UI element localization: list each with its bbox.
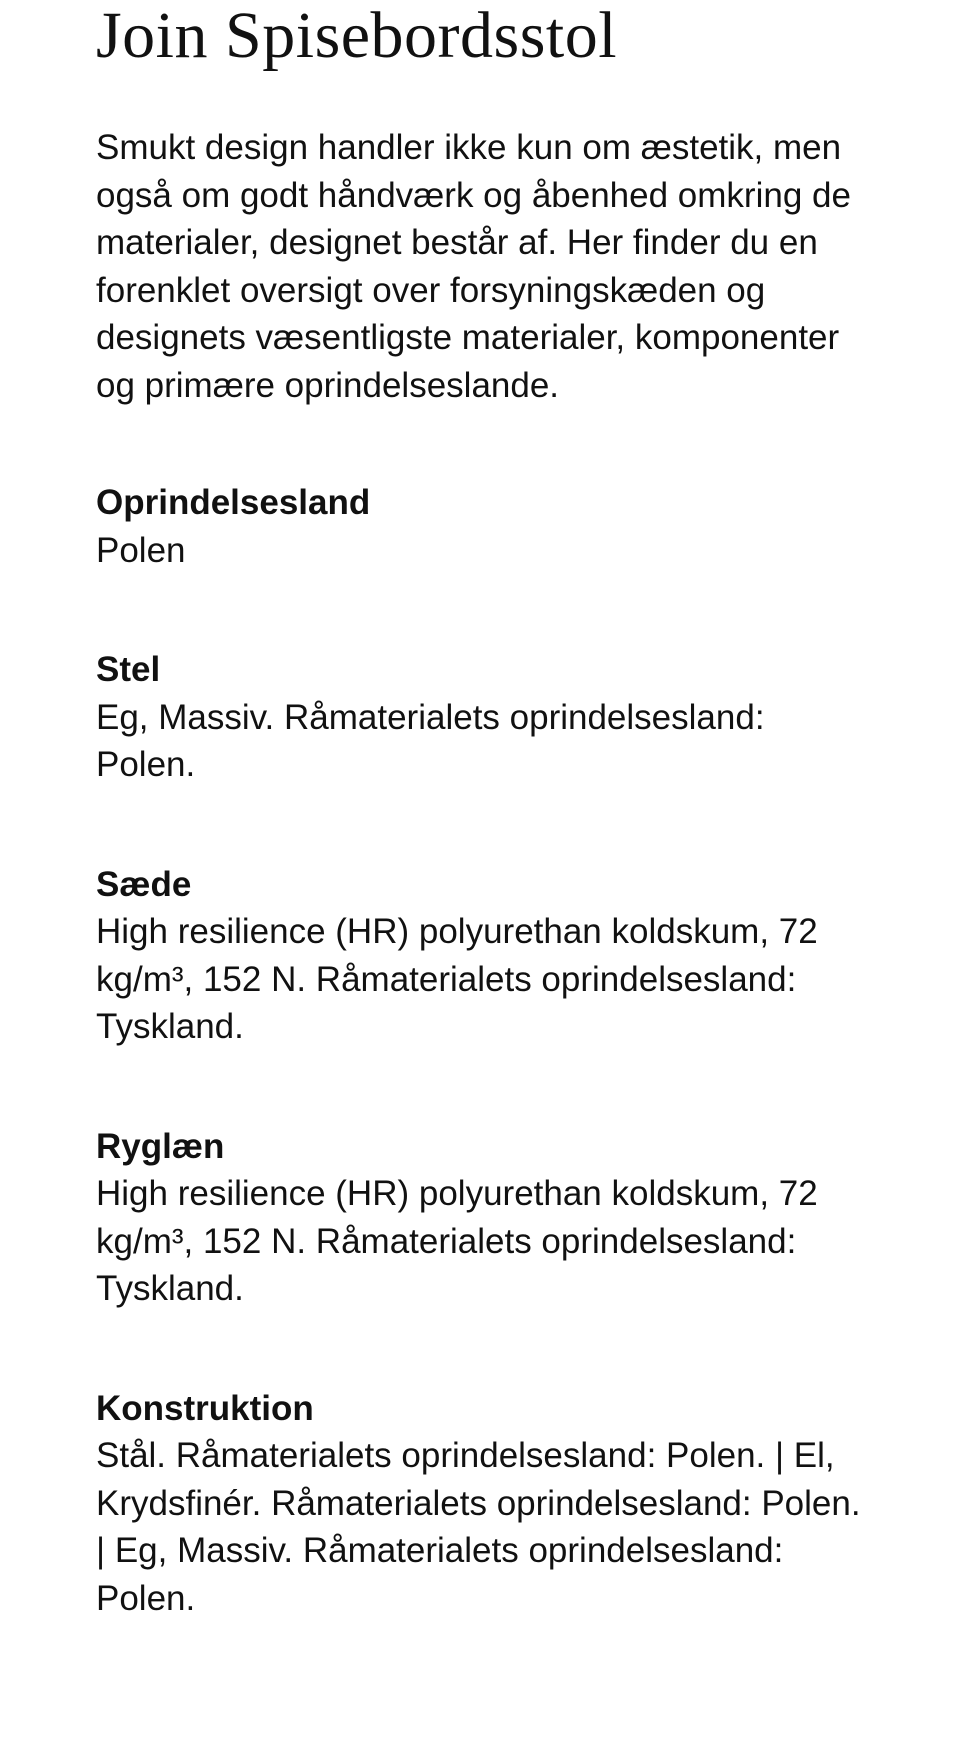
section-label: Konstruktion xyxy=(96,1388,314,1428)
section-value: Eg, Massiv. Råmaterialets oprindelsesland: Polen. xyxy=(96,697,765,784)
section-seat xyxy=(96,861,864,1051)
section-value: High resilience (HR) polyurethan koldskum, 72 kg/m³, 152 N. Råmaterialets oprindelsesland: Tyskland. xyxy=(96,912,818,1046)
section-frame xyxy=(96,646,864,789)
section-origin-country xyxy=(96,479,864,574)
section-value: Polen xyxy=(96,530,186,570)
section-label: Oprindelsesland xyxy=(96,483,371,522)
intro-paragraph: Smukt design handler ikke kun om æstetik, men også om godt håndværk og åbenhed omkring de materialer, designet består af. Her finder du en forenklet oversigt over forsyningskæden og designets væsentligste materialer, komponenter og primære oprindelseslande. xyxy=(96,128,851,405)
section-label: Ryglæn xyxy=(96,1126,225,1166)
section-construction xyxy=(96,1385,864,1623)
material-sections xyxy=(96,479,864,1622)
section-backrest xyxy=(96,1123,864,1313)
section-label: Stel xyxy=(96,650,161,689)
section-value: Stål. Råmaterialets oprindelsesland: Polen. | El, Krydsfinér. Råmaterialets oprindelsesland: Polen. | Eg, Massiv. Råmaterialets oprindelsesland: Polen. xyxy=(96,1436,861,1618)
page-title: Join Spisebordsstol xyxy=(96,0,618,72)
section-value: High resilience (HR) polyurethan koldskum, 72 kg/m³, 152 N. Råmaterialets oprindelsesland: Tyskland. xyxy=(96,1174,818,1308)
section-label: Sæde xyxy=(96,864,192,904)
